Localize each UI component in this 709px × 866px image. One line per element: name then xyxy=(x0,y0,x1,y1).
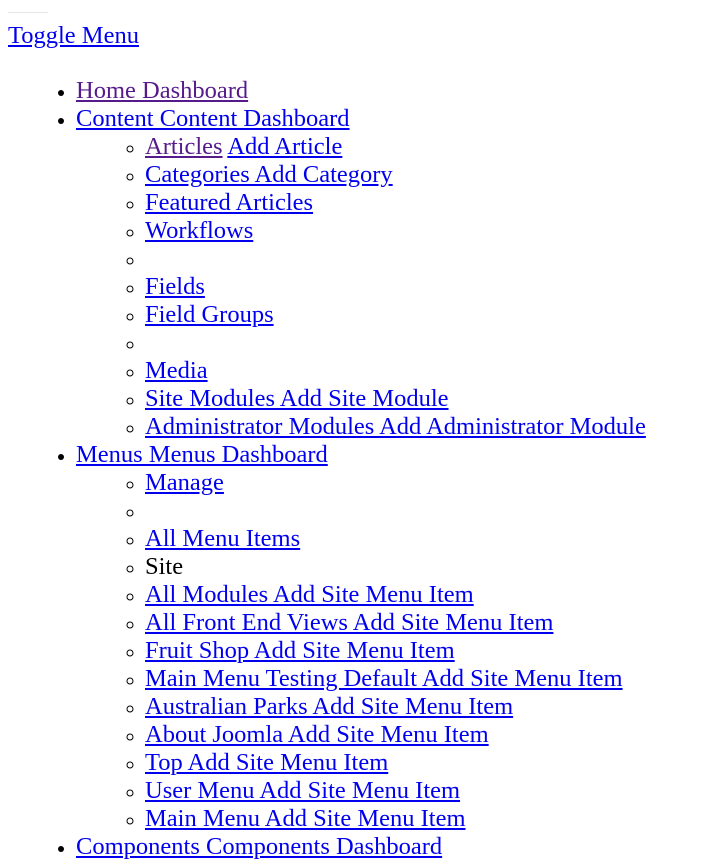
menu-item-home xyxy=(76,77,646,105)
toggle-menu-link[interactable]: Toggle Menu xyxy=(8,22,139,49)
menu-item-menus xyxy=(76,441,646,833)
fields-link[interactable]: Fields xyxy=(145,273,205,300)
field-groups-link[interactable]: Field Groups xyxy=(145,301,274,328)
submenu-item-all-front-end-views xyxy=(145,609,646,637)
submenu-item-field-groups xyxy=(145,301,646,329)
add-article-link[interactable]: Add Article xyxy=(227,133,343,160)
australian-parks-link[interactable]: Australian Parks Add Site Menu Item xyxy=(145,693,514,720)
submenu-item-all-modules xyxy=(145,581,646,609)
submenu-item-categories xyxy=(145,161,646,189)
all-modules-link[interactable]: All Modules Add Site Menu Item xyxy=(145,581,474,608)
featured-articles-link[interactable]: Featured Articles xyxy=(145,189,314,216)
top-menu-link[interactable]: Top Add Site Menu Item xyxy=(145,749,389,776)
submenu-item-about-joomla xyxy=(145,721,646,749)
submenu-item-site-modules xyxy=(145,385,646,413)
submenu-separator xyxy=(145,245,646,273)
site-heading: Site xyxy=(145,553,184,580)
submenu-item-top xyxy=(145,749,646,777)
submenu-separator xyxy=(145,497,646,525)
submenu-item-fields xyxy=(145,273,646,301)
components-dashboard-link[interactable]: Components Components Dashboard xyxy=(76,833,443,860)
submenu-item-main-menu-testing xyxy=(145,665,646,693)
submenu-item-workflows xyxy=(145,217,646,245)
workflows-link[interactable]: Workflows xyxy=(145,217,254,244)
home-dashboard-link[interactable]: Home Dashboard xyxy=(76,77,249,104)
submenu-item-australian-parks xyxy=(145,693,646,721)
menu-item-content xyxy=(76,105,646,441)
top-divider xyxy=(8,12,48,13)
submenu-item-fruit-shop xyxy=(145,637,646,665)
content-submenu xyxy=(76,133,646,441)
content-dashboard-link[interactable]: Content Content Dashboard xyxy=(76,105,350,132)
categories-link[interactable]: Categories Add Category xyxy=(145,161,393,188)
articles-link[interactable]: Articles xyxy=(145,133,223,160)
submenu-item-media xyxy=(145,357,646,385)
administrator-modules-link[interactable]: Administrator Modules Add Administrator Module xyxy=(145,413,646,440)
all-front-end-views-link[interactable]: All Front End Views Add Site Menu Item xyxy=(145,609,554,636)
submenu-item-featured xyxy=(145,189,646,217)
site-modules-link[interactable]: Site Modules Add Site Module xyxy=(145,385,449,412)
submenu-item-articles xyxy=(145,133,646,161)
submenu-item-user-menu xyxy=(145,777,646,805)
main-menu-link[interactable]: Main Menu Add Site Menu Item xyxy=(145,805,466,832)
all-menu-items-link[interactable]: All Menu Items xyxy=(145,525,301,552)
manage-link[interactable]: Manage xyxy=(145,469,224,496)
submenu-item-admin-modules xyxy=(145,413,646,441)
user-menu-link[interactable]: User Menu Add Site Menu Item xyxy=(145,777,461,804)
submenu-item-manage xyxy=(145,469,646,497)
menu-item-components xyxy=(76,833,646,861)
submenu-heading-site xyxy=(145,553,646,581)
fruit-shop-link[interactable]: Fruit Shop Add Site Menu Item xyxy=(145,637,455,664)
media-link[interactable]: Media xyxy=(145,357,208,384)
main-menu xyxy=(0,77,646,861)
about-joomla-link[interactable]: About Joomla Add Site Menu Item xyxy=(145,721,489,748)
menus-dashboard-link[interactable]: Menus Menus Dashboard xyxy=(76,441,328,468)
submenu-item-main-menu xyxy=(145,805,646,833)
submenu-item-all-menu-items xyxy=(145,525,646,553)
submenu-separator xyxy=(145,329,646,357)
main-menu-testing-link[interactable]: Main Menu Testing Default Add Site Menu Item xyxy=(145,665,623,692)
menus-submenu xyxy=(76,469,646,833)
